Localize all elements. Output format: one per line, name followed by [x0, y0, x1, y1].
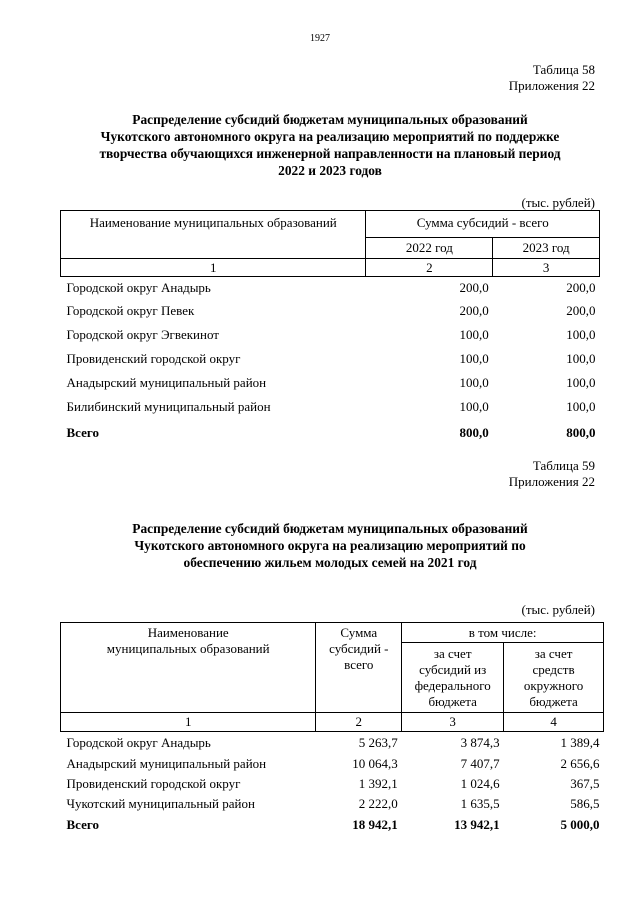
total-federal: 13 942,1	[454, 816, 500, 832]
table59-label: Таблица 59	[532, 458, 595, 473]
row-okrug: 2 656,6	[560, 755, 600, 771]
col-number: 3	[493, 259, 600, 277]
header-2022: 2022 год	[366, 238, 493, 259]
column-number-row	[61, 713, 604, 732]
table59-caption	[509, 458, 595, 490]
title-line: 2022 и 2023 годов	[278, 163, 382, 178]
row-2022: 100,0	[459, 350, 489, 366]
row-federal: 7 407,7	[460, 755, 500, 771]
row-name: Анадырский муниципальный район	[66, 374, 267, 390]
total-row	[61, 814, 604, 836]
table58-unit: (тыс. рублей)	[521, 195, 595, 210]
table59-unit: (тыс. рублей)	[521, 602, 595, 617]
table-row	[61, 347, 600, 371]
table-row	[61, 395, 600, 420]
header-name-line: муниципальных образований	[106, 641, 270, 656]
header-including: в том числе:	[402, 623, 604, 643]
table-header-row	[61, 211, 600, 238]
header-okrug-line: окружного	[523, 677, 584, 693]
row-2022: 100,0	[459, 399, 489, 414]
header-okrug-line: средств	[532, 661, 575, 677]
row-2023: 200,0	[566, 279, 596, 295]
title-line: Чукотского автономного округа на реализацию мероприятий по поддержке	[100, 129, 560, 144]
total-name: Всего	[66, 816, 99, 832]
col-number: 3	[402, 713, 504, 732]
header-name: Наименование муниципальных образований	[61, 211, 366, 259]
table58-title	[60, 111, 600, 179]
table-row	[61, 323, 600, 347]
header-okrug	[504, 643, 604, 713]
header-name	[61, 623, 316, 713]
row-2023: 200,0	[566, 302, 596, 318]
header-federal-line: субсидий из	[419, 661, 487, 677]
header-sum-line: всего	[344, 657, 374, 672]
header-sum	[316, 623, 402, 713]
total-2022: 800,0	[459, 424, 489, 440]
table-row	[61, 754, 604, 774]
col-number: 1	[61, 713, 316, 732]
table-row	[61, 774, 604, 794]
row-okrug: 1 389,4	[560, 734, 600, 750]
table-row	[61, 794, 604, 814]
table-header-row	[61, 623, 604, 643]
header-federal-line: бюджета	[428, 693, 477, 709]
row-2022: 100,0	[459, 374, 489, 390]
table59	[60, 622, 604, 836]
row-name: Городской округ Анадырь	[66, 279, 211, 295]
row-name: Городской округ Эгвекинот	[66, 326, 219, 342]
row-name: Провиденский городской округ	[66, 350, 241, 366]
column-number-row	[61, 259, 600, 277]
title-line: обеспечению жильем молодых семей на 2021 год	[183, 555, 477, 570]
row-total: 1 392,1	[358, 775, 398, 791]
row-2023: 100,0	[566, 399, 596, 414]
row-total: 2 222,0	[358, 795, 398, 811]
col-number: 4	[504, 713, 604, 732]
header-sum-line: Сумма	[340, 625, 378, 640]
table-row	[61, 277, 600, 299]
row-total: 5 263,7	[358, 734, 398, 750]
title-line: творчества обучающихся инженерной направленности на плановый период	[99, 146, 561, 161]
title-line: Распределение субсидий бюджетам муниципальных образований	[132, 112, 528, 127]
col-number: 2	[316, 713, 402, 732]
title-line: Распределение субсидий бюджетам муниципальных образований	[132, 521, 528, 536]
row-total: 10 064,3	[352, 755, 398, 771]
title-line: Чукотского автономного округа на реализацию мероприятий по	[134, 538, 526, 553]
total-2023: 800,0	[566, 424, 596, 440]
table59-appendix: Приложения 22	[508, 474, 595, 489]
header-sum-line: субсидий -	[329, 641, 389, 656]
row-2022: 100,0	[459, 326, 489, 342]
header-name-line: Наименование	[147, 625, 229, 640]
header-2023: 2023 год	[493, 238, 600, 259]
table59-title	[60, 520, 600, 571]
header-okrug-line: за счет	[534, 645, 573, 661]
header-okrug-line: бюджета	[529, 693, 578, 709]
table-row	[61, 371, 600, 395]
row-federal: 1 024,6	[460, 775, 500, 791]
row-2023: 100,0	[566, 326, 596, 342]
row-okrug: 367,5	[570, 775, 600, 791]
table-row	[61, 732, 604, 754]
row-federal: 1 635,5	[460, 795, 500, 811]
total-okrug: 5 000,0	[560, 816, 600, 832]
table58	[60, 210, 600, 446]
header-federal-line: федерального	[414, 677, 491, 693]
row-2023: 100,0	[566, 350, 596, 366]
row-federal: 3 874,3	[460, 734, 500, 750]
header-sum: Сумма субсидий - всего	[366, 211, 600, 238]
row-2022: 200,0	[459, 302, 489, 318]
row-2023: 100,0	[566, 374, 596, 390]
total-name: Всего	[66, 424, 99, 440]
row-name: Провиденский городской округ	[66, 775, 241, 791]
total-total: 18 942,1	[352, 816, 398, 832]
header-federal	[402, 643, 504, 713]
row-name: Билибинский муниципальный район	[66, 399, 271, 414]
table58-label: Таблица 58	[532, 62, 595, 77]
page-number: 1927	[310, 33, 330, 44]
col-number: 2	[366, 259, 493, 277]
col-number: 1	[61, 259, 366, 277]
table-row	[61, 299, 600, 323]
row-name: Анадырский муниципальный район	[66, 755, 267, 771]
row-name: Городской округ Певек	[66, 302, 195, 318]
row-name: Чукотский муниципальный район	[66, 795, 255, 811]
row-2022: 200,0	[459, 279, 489, 295]
row-name: Городской округ Анадырь	[66, 734, 211, 750]
row-okrug: 586,5	[570, 795, 600, 811]
total-row	[61, 420, 600, 446]
table58-caption	[509, 62, 595, 94]
table58-appendix: Приложения 22	[508, 78, 595, 93]
header-federal-line: за счет	[433, 645, 472, 661]
